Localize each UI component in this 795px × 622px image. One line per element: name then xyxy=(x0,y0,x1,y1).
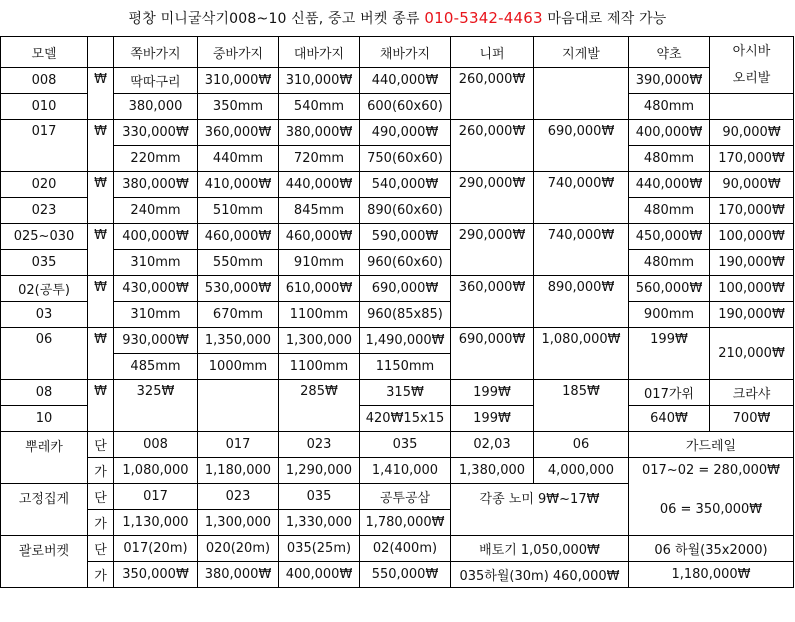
table-row xyxy=(1,484,794,510)
yakcho-cell: 390,000₩ xyxy=(629,68,710,94)
table-row xyxy=(1,198,794,224)
jjok-cell: 380,000₩ xyxy=(114,172,198,198)
ripper-model: 035(25m) xyxy=(279,536,360,562)
dae-cell: 1100mm xyxy=(279,354,360,380)
dae-cell: 1100mm xyxy=(279,302,360,328)
model-cell: 03 xyxy=(1,302,88,328)
tongs-model: 공투공삼 xyxy=(360,484,451,510)
jjok-cell: 930,000₩ xyxy=(114,328,198,354)
ripper-price: 350,000₩ xyxy=(114,562,198,588)
dae-cell: 610,000₩ xyxy=(279,276,360,302)
asiba-cell: 190,000₩ xyxy=(710,302,794,328)
won-cell: ₩ xyxy=(88,328,114,380)
breaker-model: 06 xyxy=(534,432,629,458)
chae-cell: 690,000₩ xyxy=(360,276,451,302)
chae-cell: 315₩ xyxy=(360,380,451,406)
won-cell: ₩ xyxy=(88,380,114,432)
yakcho-cell: 400,000₩ xyxy=(629,120,710,146)
yakcho-cell: 480mm xyxy=(629,250,710,276)
table-row xyxy=(1,536,794,562)
breaker-label: 뿌레카 xyxy=(1,432,88,484)
header-blank xyxy=(88,37,114,68)
yakcho-cell: 199₩ xyxy=(629,328,710,380)
breaker-model: 008 xyxy=(114,432,198,458)
asiba-cell: 190,000₩ xyxy=(710,250,794,276)
nipper-cell: 199₩ xyxy=(451,380,534,406)
nipper-cell: 690,000₩ xyxy=(451,328,534,380)
jjok-cell: 330,000₩ xyxy=(114,120,198,146)
nipper-cell: 290,000₩ xyxy=(451,224,534,276)
yakcho-cell: 017가위 xyxy=(629,380,710,406)
guardrail-line1: 017~02 = 280,000₩ xyxy=(629,458,794,484)
table-row xyxy=(1,120,794,146)
dae-cell: 285₩ xyxy=(279,380,360,432)
nipper-cell: 260,000₩ xyxy=(451,120,534,172)
ripper-price: 380,000₩ xyxy=(198,562,279,588)
breaker-model: 023 xyxy=(279,432,360,458)
table-row xyxy=(1,458,794,484)
jung-cell: 460,000₩ xyxy=(198,224,279,250)
breaker-model: 035 xyxy=(360,432,451,458)
header-model: 모델 xyxy=(1,37,88,68)
tongs-price: 1,130,000 xyxy=(114,510,198,536)
jung-cell: 1000mm xyxy=(198,354,279,380)
table-row xyxy=(1,276,794,302)
nipper-cell: 360,000₩ xyxy=(451,276,534,328)
jjok-cell: 310mm xyxy=(114,302,198,328)
tongs-model: 035 xyxy=(279,484,360,510)
jung-cell: 510mm xyxy=(198,198,279,224)
won-cell: ₩ xyxy=(88,224,114,276)
model-cell: 010 xyxy=(1,94,88,120)
jung-cell: 350mm xyxy=(198,94,279,120)
dan-cell: 단 xyxy=(88,484,114,510)
table-row xyxy=(1,68,794,94)
table-row xyxy=(1,224,794,250)
jung-cell xyxy=(198,380,279,432)
yakcho-cell: 450,000₩ xyxy=(629,224,710,250)
nipper-cell: 199₩ xyxy=(451,406,534,432)
title-text: 평창 미니굴삭기008~10 신품, 중고 버켓 종류 xyxy=(128,11,420,27)
tongs-model: 023 xyxy=(198,484,279,510)
table-row xyxy=(1,172,794,198)
table-row xyxy=(1,562,794,588)
model-cell: 06 xyxy=(1,328,88,380)
jung-cell: 410,000₩ xyxy=(198,172,279,198)
ripper-label: 괄로버켓 xyxy=(1,536,88,588)
dae-cell: 540mm xyxy=(279,94,360,120)
dae-cell: 380,000₩ xyxy=(279,120,360,146)
header-chae: 채바가지 xyxy=(360,37,451,68)
model-cell: 008 xyxy=(1,68,88,94)
phone-number: 010-5342-4463 xyxy=(424,9,543,27)
table-row xyxy=(1,250,794,276)
jige-cell: 1,080,000₩ xyxy=(534,328,629,380)
yakcho-cell: 900mm xyxy=(629,302,710,328)
table-row xyxy=(1,380,794,406)
jung-cell: 310,000₩ xyxy=(198,68,279,94)
header-asiba-line1: 아시바 xyxy=(732,44,771,59)
yakcho-cell: 480mm xyxy=(629,146,710,172)
breaker-price: 1,290,000 xyxy=(279,458,360,484)
model-cell: 035 xyxy=(1,250,88,276)
breaker-price: 4,000,000 xyxy=(534,458,629,484)
ripper-price: 550,000₩ xyxy=(360,562,451,588)
asiba-cell xyxy=(710,94,794,120)
breaker-model: 02,03 xyxy=(451,432,534,458)
jjok-cell: 240mm xyxy=(114,198,198,224)
breaker-price: 1,410,000 xyxy=(360,458,451,484)
jung-cell: 360,000₩ xyxy=(198,120,279,146)
asiba-cell: 크라샤 xyxy=(710,380,794,406)
dae-cell: 1,300,000 xyxy=(279,328,360,354)
breaker-price: 1,180,000 xyxy=(198,458,279,484)
yakcho-cell: 640₩ xyxy=(629,406,710,432)
chae-cell: 750(60x60) xyxy=(360,146,451,172)
chae-cell: 890(60x60) xyxy=(360,198,451,224)
dae-cell: 440,000₩ xyxy=(279,172,360,198)
asiba-cell: 210,000₩ xyxy=(710,328,794,380)
jjok-cell: 딱따구리 xyxy=(114,68,198,94)
dae-cell: 460,000₩ xyxy=(279,224,360,250)
dae-cell: 845mm xyxy=(279,198,360,224)
hawol-line1: 06 하월(35x2000) xyxy=(629,536,794,562)
asiba-cell: 170,000₩ xyxy=(710,146,794,172)
jjok-cell: 380,000 xyxy=(114,94,198,120)
yakcho-cell: 480mm xyxy=(629,94,710,120)
jjok-cell: 485mm xyxy=(114,354,198,380)
chae-cell: 540,000₩ xyxy=(360,172,451,198)
jjok-cell: 325₩ xyxy=(114,380,198,432)
table-row xyxy=(1,432,794,458)
header-jjok: 쪽바가지 xyxy=(114,37,198,68)
breaker-price: 1,380,000 xyxy=(451,458,534,484)
breaker-model: 017 xyxy=(198,432,279,458)
jung-cell: 670mm xyxy=(198,302,279,328)
asiba-cell: 170,000₩ xyxy=(710,198,794,224)
dae-cell: 910mm xyxy=(279,250,360,276)
dae-cell: 310,000₩ xyxy=(279,68,360,94)
jige-cell: 740,000₩ xyxy=(534,172,629,224)
ripper-model: 02(400m) xyxy=(360,536,451,562)
price-table xyxy=(0,36,794,588)
model-cell: 020 xyxy=(1,172,88,198)
guardrail-title: 가드레일 xyxy=(629,432,794,458)
asiba-cell: 100,000₩ xyxy=(710,276,794,302)
yakcho-cell: 480mm xyxy=(629,198,710,224)
chae-cell: 420₩15x15 xyxy=(360,406,451,432)
header-asiba-line2: 오리발 xyxy=(732,71,771,86)
chae-cell: 960(85x85) xyxy=(360,302,451,328)
chae-cell: 490,000₩ xyxy=(360,120,451,146)
model-cell: 023 xyxy=(1,198,88,224)
jung-cell: 440mm xyxy=(198,146,279,172)
tongs-model: 017 xyxy=(114,484,198,510)
dan-cell: 가 xyxy=(88,510,114,536)
ripper-model: 017(20m) xyxy=(114,536,198,562)
asiba-cell: 100,000₩ xyxy=(710,224,794,250)
won-cell: ₩ xyxy=(88,276,114,328)
jjok-cell: 220mm xyxy=(114,146,198,172)
won-cell: ₩ xyxy=(88,172,114,224)
jung-cell: 530,000₩ xyxy=(198,276,279,302)
title-suffix: 마음대로 제작 가능 xyxy=(547,11,667,27)
yakcho-cell: 440,000₩ xyxy=(629,172,710,198)
asiba-cell: 700₩ xyxy=(710,406,794,432)
chae-cell: 600(60x60) xyxy=(360,94,451,120)
model-cell: 017 xyxy=(1,120,88,172)
header-jung: 중바가지 xyxy=(198,37,279,68)
ripper-price: 400,000₩ xyxy=(279,562,360,588)
header-jige: 지게발 xyxy=(534,37,629,68)
dan-cell: 단 xyxy=(88,536,114,562)
jige-cell: 185₩ xyxy=(534,380,629,432)
jjok-cell: 310mm xyxy=(114,250,198,276)
jung-cell: 1,350,000 xyxy=(198,328,279,354)
breaker-price: 1,080,000 xyxy=(114,458,198,484)
chae-cell: 1150mm xyxy=(360,354,451,380)
dan-cell: 단 xyxy=(88,432,114,458)
jige-cell: 890,000₩ xyxy=(534,276,629,328)
header-asiba xyxy=(710,37,794,94)
jige-cell xyxy=(534,68,629,120)
tongs-label: 고정집게 xyxy=(1,484,88,536)
model-cell: 02(공투) xyxy=(1,276,88,302)
asiba-cell: 90,000₩ xyxy=(710,120,794,146)
yakcho-cell: 560,000₩ xyxy=(629,276,710,302)
header-row xyxy=(1,37,794,68)
chae-cell: 440,000₩ xyxy=(360,68,451,94)
nomi-cell: 각종 노미 9₩~17₩ xyxy=(451,484,629,536)
jige-cell: 740,000₩ xyxy=(534,224,629,276)
jung-cell: 550mm xyxy=(198,250,279,276)
nipper-cell: 260,000₩ xyxy=(451,68,534,120)
model-cell: 10 xyxy=(1,406,88,432)
tongs-price: 1,780,000₩ xyxy=(360,510,451,536)
won-cell: ₩ xyxy=(88,120,114,172)
nipper-cell: 290,000₩ xyxy=(451,172,534,224)
won-cell: ₩ xyxy=(88,68,114,120)
table-row xyxy=(1,302,794,328)
dan-cell: 가 xyxy=(88,562,114,588)
jjok-cell: 430,000₩ xyxy=(114,276,198,302)
tongs-price: 1,330,000 xyxy=(279,510,360,536)
model-cell: 08 xyxy=(1,380,88,406)
hawol-line2: 1,180,000₩ xyxy=(629,562,794,588)
tongs-price: 1,300,000 xyxy=(198,510,279,536)
jige-cell: 690,000₩ xyxy=(534,120,629,172)
ripper-model: 020(20m) xyxy=(198,536,279,562)
drain-line2: 035하월(30m) 460,000₩ xyxy=(451,562,629,588)
dae-cell: 720mm xyxy=(279,146,360,172)
header-nipper: 니퍼 xyxy=(451,37,534,68)
table-row xyxy=(1,94,794,120)
dan-cell: 가 xyxy=(88,458,114,484)
guardrail-line2: 06 = 350,000₩ xyxy=(629,484,794,536)
chae-cell: 960(60x60) xyxy=(360,250,451,276)
drain-line1: 배토기 1,050,000₩ xyxy=(451,536,629,562)
header-yakcho: 약초 xyxy=(629,37,710,68)
chae-cell: 1,490,000₩ xyxy=(360,328,451,354)
jjok-cell: 400,000₩ xyxy=(114,224,198,250)
page-title xyxy=(0,0,795,36)
table-row xyxy=(1,328,794,354)
header-dae: 대바가지 xyxy=(279,37,360,68)
chae-cell: 590,000₩ xyxy=(360,224,451,250)
asiba-cell: 90,000₩ xyxy=(710,172,794,198)
model-cell: 025~030 xyxy=(1,224,88,250)
table-row xyxy=(1,146,794,172)
